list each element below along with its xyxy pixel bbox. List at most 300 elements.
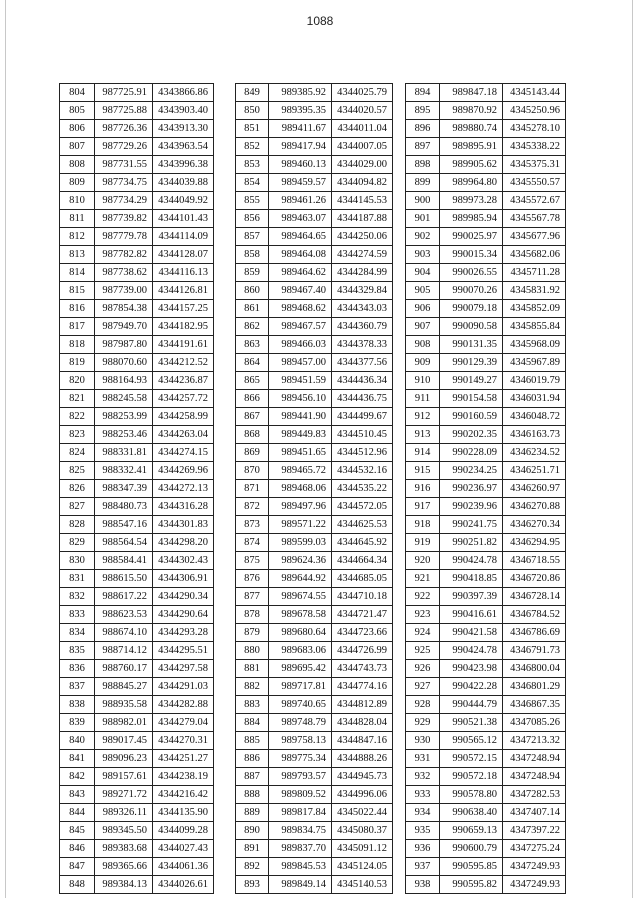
- table-row: [236, 426, 393, 444]
- point-number-cell: 899: [406, 174, 440, 192]
- x-coordinate-cell: 989385.92: [269, 84, 332, 102]
- point-number-cell: 905: [406, 282, 440, 300]
- x-coordinate-cell: 988615.50: [95, 570, 153, 588]
- x-coordinate-cell: 989775.34: [269, 750, 332, 768]
- y-coordinate-cell: 4344316.28: [153, 498, 214, 516]
- point-number-cell: 929: [406, 714, 440, 732]
- table-row: [60, 480, 214, 498]
- table-row: [406, 372, 566, 390]
- table-row: [60, 192, 214, 210]
- x-coordinate-cell: 989411.67: [269, 120, 332, 138]
- y-coordinate-cell: 4345567.78: [503, 210, 566, 228]
- table-row: [406, 210, 566, 228]
- x-coordinate-cell: 988070.60: [95, 354, 153, 372]
- y-coordinate-cell: 4344774.16: [332, 678, 393, 696]
- y-coordinate-cell: 4346234.52: [503, 444, 566, 462]
- x-coordinate-cell: 989457.00: [269, 354, 332, 372]
- x-coordinate-cell: 989326.11: [95, 804, 153, 822]
- point-number-cell: 877: [236, 588, 269, 606]
- table-row: [236, 588, 393, 606]
- x-coordinate-cell: 989017.45: [95, 732, 153, 750]
- x-coordinate-cell: 987734.29: [95, 192, 153, 210]
- point-number-cell: 883: [236, 696, 269, 714]
- point-number-cell: 914: [406, 444, 440, 462]
- x-coordinate-cell: 989817.84: [269, 804, 332, 822]
- x-coordinate-cell: 987734.75: [95, 174, 153, 192]
- table-row: [60, 336, 214, 354]
- y-coordinate-cell: 4344250.06: [332, 228, 393, 246]
- y-coordinate-cell: 4346294.95: [503, 534, 566, 552]
- y-coordinate-cell: 4346163.73: [503, 426, 566, 444]
- table-row: [60, 822, 214, 840]
- point-number-cell: 818: [60, 336, 95, 354]
- x-coordinate-cell: 988714.12: [95, 642, 153, 660]
- x-coordinate-cell: 990234.25: [440, 462, 503, 480]
- y-coordinate-cell: 4347249.93: [503, 876, 566, 894]
- table-row: [60, 588, 214, 606]
- y-coordinate-cell: 4347213.32: [503, 732, 566, 750]
- x-coordinate-cell: 988623.53: [95, 606, 153, 624]
- table-row: [406, 732, 566, 750]
- point-number-cell: 834: [60, 624, 95, 642]
- x-coordinate-cell: 988935.58: [95, 696, 153, 714]
- y-coordinate-cell: 4344499.67: [332, 408, 393, 426]
- point-number-cell: 804: [60, 84, 95, 102]
- table-row: [60, 282, 214, 300]
- x-coordinate-cell: 989449.83: [269, 426, 332, 444]
- y-coordinate-cell: 4344101.43: [153, 210, 214, 228]
- x-coordinate-cell: 988564.54: [95, 534, 153, 552]
- x-coordinate-cell: 990600.79: [440, 840, 503, 858]
- y-coordinate-cell: 4344007.05: [332, 138, 393, 156]
- table-row: [406, 300, 566, 318]
- y-coordinate-cell: 4347249.93: [503, 858, 566, 876]
- point-number-cell: 931: [406, 750, 440, 768]
- y-coordinate-cell: 4344377.56: [332, 354, 393, 372]
- point-number-cell: 882: [236, 678, 269, 696]
- table-row: [406, 246, 566, 264]
- y-coordinate-cell: 4345140.53: [332, 876, 393, 894]
- point-number-cell: 841: [60, 750, 95, 768]
- point-number-cell: 864: [236, 354, 269, 372]
- table-row: [236, 300, 393, 318]
- table-row: [236, 642, 393, 660]
- y-coordinate-cell: 4345550.57: [503, 174, 566, 192]
- point-number-cell: 828: [60, 516, 95, 534]
- x-coordinate-cell: 989599.03: [269, 534, 332, 552]
- table-row: [60, 696, 214, 714]
- point-number-cell: 849: [236, 84, 269, 102]
- x-coordinate-cell: 989384.13: [95, 876, 153, 894]
- point-number-cell: 912: [406, 408, 440, 426]
- table-row: [406, 696, 566, 714]
- y-coordinate-cell: 4345338.22: [503, 138, 566, 156]
- y-coordinate-cell: 4344302.43: [153, 552, 214, 570]
- point-number-cell: 869: [236, 444, 269, 462]
- x-coordinate-cell: 989644.92: [269, 570, 332, 588]
- table-row: [236, 732, 393, 750]
- point-number-cell: 826: [60, 480, 95, 498]
- x-coordinate-cell: 989157.61: [95, 768, 153, 786]
- point-number-cell: 889: [236, 804, 269, 822]
- table-row: [236, 678, 393, 696]
- point-number-cell: 878: [236, 606, 269, 624]
- y-coordinate-cell: 4344284.99: [332, 264, 393, 282]
- point-number-cell: 843: [60, 786, 95, 804]
- point-number-cell: 819: [60, 354, 95, 372]
- y-coordinate-cell: 4344329.84: [332, 282, 393, 300]
- table-row: [60, 156, 214, 174]
- table-row: [406, 462, 566, 480]
- table-row: [236, 408, 393, 426]
- table-row: [406, 318, 566, 336]
- table-row: [236, 444, 393, 462]
- y-coordinate-cell: 4346784.52: [503, 606, 566, 624]
- x-coordinate-cell: 990416.61: [440, 606, 503, 624]
- y-coordinate-cell: 4345022.44: [332, 804, 393, 822]
- point-number-cell: 820: [60, 372, 95, 390]
- x-coordinate-cell: 989464.65: [269, 228, 332, 246]
- x-coordinate-cell: 987854.38: [95, 300, 153, 318]
- table-row: [406, 264, 566, 282]
- x-coordinate-cell: 987729.26: [95, 138, 153, 156]
- y-coordinate-cell: 4344721.47: [332, 606, 393, 624]
- table-row: [406, 840, 566, 858]
- point-number-cell: 928: [406, 696, 440, 714]
- point-number-cell: 809: [60, 174, 95, 192]
- page-number: 1088: [306, 14, 334, 28]
- y-coordinate-cell: 4346270.34: [503, 516, 566, 534]
- point-number-cell: 865: [236, 372, 269, 390]
- x-coordinate-cell: 987731.55: [95, 156, 153, 174]
- table-row: [60, 714, 214, 732]
- point-number-cell: 874: [236, 534, 269, 552]
- x-coordinate-cell: 987987.80: [95, 336, 153, 354]
- x-coordinate-cell: 989096.23: [95, 750, 153, 768]
- x-coordinate-cell: 989870.92: [440, 102, 503, 120]
- table-row: [406, 750, 566, 768]
- x-coordinate-cell: 987725.88: [95, 102, 153, 120]
- y-coordinate-cell: 4345375.31: [503, 156, 566, 174]
- table-row: [406, 570, 566, 588]
- table-row: [60, 426, 214, 444]
- point-number-cell: 817: [60, 318, 95, 336]
- table-row: [236, 498, 393, 516]
- x-coordinate-cell: 987779.78: [95, 228, 153, 246]
- point-number-cell: 852: [236, 138, 269, 156]
- point-number-cell: 892: [236, 858, 269, 876]
- point-number-cell: 833: [60, 606, 95, 624]
- x-coordinate-cell: 989793.57: [269, 768, 332, 786]
- table-row: [236, 768, 393, 786]
- x-coordinate-cell: 990149.27: [440, 372, 503, 390]
- point-number-cell: 900: [406, 192, 440, 210]
- table-row: [60, 174, 214, 192]
- point-number-cell: 904: [406, 264, 440, 282]
- point-number-cell: 932: [406, 768, 440, 786]
- x-coordinate-cell: 989985.94: [440, 210, 503, 228]
- table-row: [236, 84, 393, 102]
- y-coordinate-cell: 4344625.53: [332, 516, 393, 534]
- table-row: [236, 696, 393, 714]
- point-number-cell: 909: [406, 354, 440, 372]
- x-coordinate-cell: 987726.36: [95, 120, 153, 138]
- x-coordinate-cell: 989964.80: [440, 174, 503, 192]
- y-coordinate-cell: 4344236.87: [153, 372, 214, 390]
- table-row: [236, 354, 393, 372]
- point-number-cell: 810: [60, 192, 95, 210]
- table-row: [406, 444, 566, 462]
- table-row: [60, 660, 214, 678]
- x-coordinate-cell: 987782.82: [95, 246, 153, 264]
- table-row: [406, 876, 566, 894]
- x-coordinate-cell: 989674.55: [269, 588, 332, 606]
- y-coordinate-cell: 4344532.16: [332, 462, 393, 480]
- point-number-cell: 813: [60, 246, 95, 264]
- table-row: [406, 192, 566, 210]
- point-number-cell: 895: [406, 102, 440, 120]
- x-coordinate-cell: 989468.06: [269, 480, 332, 498]
- table-row: [60, 246, 214, 264]
- x-coordinate-cell: 990090.58: [440, 318, 503, 336]
- point-number-cell: 837: [60, 678, 95, 696]
- x-coordinate-cell: 990160.59: [440, 408, 503, 426]
- y-coordinate-cell: 4344212.52: [153, 354, 214, 372]
- y-coordinate-cell: 4345250.96: [503, 102, 566, 120]
- y-coordinate-cell: 4346800.04: [503, 660, 566, 678]
- x-coordinate-cell: 990572.18: [440, 768, 503, 786]
- table-row: [236, 552, 393, 570]
- table-row: [236, 714, 393, 732]
- y-coordinate-cell: 4344061.36: [153, 858, 214, 876]
- point-number-cell: 919: [406, 534, 440, 552]
- table-row: [406, 804, 566, 822]
- y-coordinate-cell: 4344664.34: [332, 552, 393, 570]
- y-coordinate-cell: 4345968.09: [503, 336, 566, 354]
- point-number-cell: 908: [406, 336, 440, 354]
- x-coordinate-cell: 990236.97: [440, 480, 503, 498]
- y-coordinate-cell: 4344128.07: [153, 246, 214, 264]
- point-number-cell: 851: [236, 120, 269, 138]
- table-row: [60, 408, 214, 426]
- table-row: [60, 642, 214, 660]
- point-number-cell: 870: [236, 462, 269, 480]
- x-coordinate-cell: 989395.35: [269, 102, 332, 120]
- table-row: [236, 336, 393, 354]
- y-coordinate-cell: 4344020.57: [332, 102, 393, 120]
- point-number-cell: 857: [236, 228, 269, 246]
- table-row: [236, 750, 393, 768]
- point-number-cell: 875: [236, 552, 269, 570]
- y-coordinate-cell: 4343963.54: [153, 138, 214, 156]
- point-number-cell: 812: [60, 228, 95, 246]
- table-row: [236, 858, 393, 876]
- x-coordinate-cell: 988332.41: [95, 462, 153, 480]
- x-coordinate-cell: 988617.22: [95, 588, 153, 606]
- point-number-cell: 922: [406, 588, 440, 606]
- point-number-cell: 836: [60, 660, 95, 678]
- y-coordinate-cell: 4344272.13: [153, 480, 214, 498]
- y-coordinate-cell: 4344157.25: [153, 300, 214, 318]
- table-row: [406, 552, 566, 570]
- point-number-cell: 839: [60, 714, 95, 732]
- x-coordinate-cell: 989468.62: [269, 300, 332, 318]
- point-number-cell: 835: [60, 642, 95, 660]
- table-row: [60, 372, 214, 390]
- table-row: [406, 120, 566, 138]
- x-coordinate-cell: 989465.72: [269, 462, 332, 480]
- point-number-cell: 913: [406, 426, 440, 444]
- y-coordinate-cell: 4344274.59: [332, 246, 393, 264]
- point-number-cell: 844: [60, 804, 95, 822]
- point-number-cell: 921: [406, 570, 440, 588]
- y-coordinate-cell: 4345572.67: [503, 192, 566, 210]
- point-number-cell: 830: [60, 552, 95, 570]
- x-coordinate-cell: 990595.82: [440, 876, 503, 894]
- table-row: [406, 498, 566, 516]
- x-coordinate-cell: 989849.14: [269, 876, 332, 894]
- x-coordinate-cell: 987739.82: [95, 210, 153, 228]
- y-coordinate-cell: 4347397.22: [503, 822, 566, 840]
- y-coordinate-cell: 4343996.38: [153, 156, 214, 174]
- table-row: [406, 84, 566, 102]
- y-coordinate-cell: 4344025.79: [332, 84, 393, 102]
- table-row: [60, 138, 214, 156]
- table-row: [60, 120, 214, 138]
- y-coordinate-cell: 4344298.20: [153, 534, 214, 552]
- table-row: [60, 678, 214, 696]
- y-coordinate-cell: 4344274.15: [153, 444, 214, 462]
- point-number-cell: 853: [236, 156, 269, 174]
- point-number-cell: 856: [236, 210, 269, 228]
- point-number-cell: 916: [406, 480, 440, 498]
- table-row: [406, 858, 566, 876]
- y-coordinate-cell: 4344510.45: [332, 426, 393, 444]
- table-row: [60, 84, 214, 102]
- y-coordinate-cell: 4347248.94: [503, 768, 566, 786]
- point-number-cell: 811: [60, 210, 95, 228]
- table-row: [60, 228, 214, 246]
- point-number-cell: 925: [406, 642, 440, 660]
- table-row: [60, 768, 214, 786]
- x-coordinate-cell: 990423.98: [440, 660, 503, 678]
- table-row: [60, 534, 214, 552]
- y-coordinate-cell: 4344572.05: [332, 498, 393, 516]
- y-coordinate-cell: 4344343.03: [332, 300, 393, 318]
- y-coordinate-cell: 4346019.79: [503, 372, 566, 390]
- point-number-cell: 930: [406, 732, 440, 750]
- table-row: [236, 138, 393, 156]
- y-coordinate-cell: 4345143.44: [503, 84, 566, 102]
- table-row: [236, 390, 393, 408]
- point-number-cell: 867: [236, 408, 269, 426]
- table-row: [236, 804, 393, 822]
- table-row: [60, 300, 214, 318]
- point-number-cell: 850: [236, 102, 269, 120]
- point-number-cell: 920: [406, 552, 440, 570]
- x-coordinate-cell: 989345.50: [95, 822, 153, 840]
- y-coordinate-cell: 4346801.29: [503, 678, 566, 696]
- x-coordinate-cell: 988253.46: [95, 426, 153, 444]
- point-number-cell: 815: [60, 282, 95, 300]
- y-coordinate-cell: 4347275.24: [503, 840, 566, 858]
- table-row: [236, 624, 393, 642]
- point-number-cell: 872: [236, 498, 269, 516]
- point-number-cell: 805: [60, 102, 95, 120]
- y-coordinate-cell: 4344182.95: [153, 318, 214, 336]
- point-number-cell: 838: [60, 696, 95, 714]
- point-number-cell: 886: [236, 750, 269, 768]
- table-row: [60, 624, 214, 642]
- x-coordinate-cell: 990026.55: [440, 264, 503, 282]
- table-row: [406, 174, 566, 192]
- y-coordinate-cell: 4344238.19: [153, 768, 214, 786]
- table-row: [236, 822, 393, 840]
- point-number-cell: 859: [236, 264, 269, 282]
- y-coordinate-cell: 4344888.26: [332, 750, 393, 768]
- point-number-cell: 842: [60, 768, 95, 786]
- x-coordinate-cell: 990202.35: [440, 426, 503, 444]
- x-coordinate-cell: 990397.39: [440, 588, 503, 606]
- y-coordinate-cell: 4344290.64: [153, 606, 214, 624]
- table-row: [60, 804, 214, 822]
- y-coordinate-cell: 4344723.66: [332, 624, 393, 642]
- y-coordinate-cell: 4344743.73: [332, 660, 393, 678]
- x-coordinate-cell: 990025.97: [440, 228, 503, 246]
- y-coordinate-cell: 4344306.91: [153, 570, 214, 588]
- x-coordinate-cell: 988480.73: [95, 498, 153, 516]
- table-row: [60, 840, 214, 858]
- x-coordinate-cell: 990424.78: [440, 552, 503, 570]
- point-number-cell: 923: [406, 606, 440, 624]
- y-coordinate-cell: 4347085.26: [503, 714, 566, 732]
- x-coordinate-cell: 989678.58: [269, 606, 332, 624]
- table-row: [236, 372, 393, 390]
- x-coordinate-cell: 988845.27: [95, 678, 153, 696]
- table-row: [406, 714, 566, 732]
- table-row: [406, 390, 566, 408]
- y-coordinate-cell: 4344011.04: [332, 120, 393, 138]
- point-number-cell: 876: [236, 570, 269, 588]
- table-row: [236, 120, 393, 138]
- point-number-cell: 845: [60, 822, 95, 840]
- table-row: [236, 174, 393, 192]
- table-row: [406, 408, 566, 426]
- point-number-cell: 933: [406, 786, 440, 804]
- x-coordinate-cell: 989461.26: [269, 192, 332, 210]
- y-coordinate-cell: 4344436.75: [332, 390, 393, 408]
- table-row: [406, 624, 566, 642]
- y-coordinate-cell: 4344257.72: [153, 390, 214, 408]
- point-number-cell: 901: [406, 210, 440, 228]
- y-coordinate-cell: 4344645.92: [332, 534, 393, 552]
- x-coordinate-cell: 989624.36: [269, 552, 332, 570]
- point-number-cell: 896: [406, 120, 440, 138]
- x-coordinate-cell: 988347.39: [95, 480, 153, 498]
- x-coordinate-cell: 990131.35: [440, 336, 503, 354]
- table-row: [236, 516, 393, 534]
- x-coordinate-cell: 990418.85: [440, 570, 503, 588]
- y-coordinate-cell: 4344378.33: [332, 336, 393, 354]
- x-coordinate-cell: 989271.72: [95, 786, 153, 804]
- point-number-cell: 934: [406, 804, 440, 822]
- table-row: [236, 462, 393, 480]
- y-coordinate-cell: 4344029.00: [332, 156, 393, 174]
- point-number-cell: 868: [236, 426, 269, 444]
- y-coordinate-cell: 4345852.09: [503, 300, 566, 318]
- y-coordinate-cell: 4343866.86: [153, 84, 214, 102]
- table-row: [236, 102, 393, 120]
